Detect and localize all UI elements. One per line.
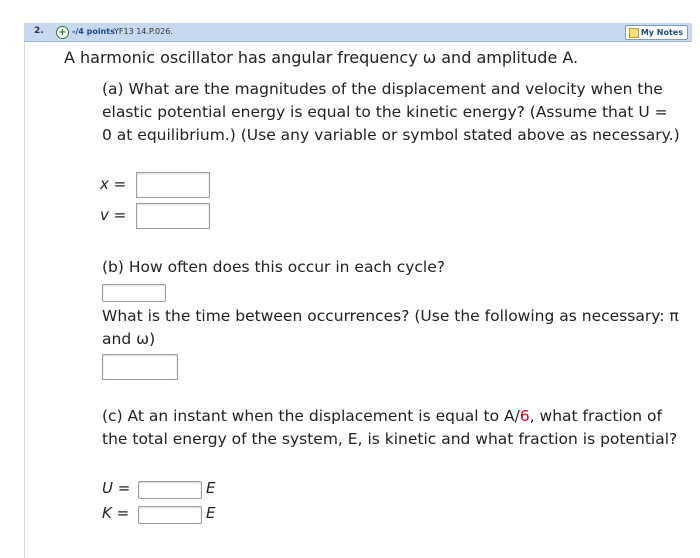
question-code: YF13 14.P.026. [114, 27, 173, 36]
time-between-input[interactable] [102, 354, 178, 380]
part-b-text-2: What is the time between occurrences? (Use the following as necessary: π and ω) [102, 307, 679, 348]
k-unit: E [206, 504, 216, 522]
x-answer-input[interactable] [136, 172, 210, 198]
my-notes-button[interactable] [625, 25, 688, 40]
question-header [24, 23, 692, 42]
u-label: U = [102, 479, 131, 497]
k-answer-input[interactable] [138, 506, 202, 524]
v-answer-input[interactable] [136, 203, 210, 229]
u-answer-input[interactable] [138, 481, 202, 499]
v-label: v = [100, 206, 127, 224]
note-icon [629, 28, 639, 38]
my-notes-label: My Notes [640, 28, 683, 37]
fraction-denominator: 6 [519, 407, 530, 425]
question-number: 2. [34, 26, 44, 36]
x-label: x = [100, 175, 127, 193]
part-c-text [102, 405, 682, 451]
part-c-text-before: (c) At an instant when the displacement is equal to A/ [102, 407, 520, 425]
points-label: -/4 points [72, 27, 115, 36]
part-b-text-1: (b) How often does this occur in each cycle? [102, 258, 446, 276]
expand-plus-icon[interactable]: + [56, 26, 69, 39]
intro-text: A harmonic oscillator has angular frequency ω and amplitude A. [64, 48, 579, 67]
u-unit: E [206, 479, 216, 497]
part-a-text: (a) What are the magnitudes of the displacement and velocity when the elastic potential energy is equal to the kinetic energy? (Assume that U = 0 at equilibrium.) (Use any variable or symbol stated above as necessary.) [102, 80, 680, 144]
k-label: K = [102, 504, 130, 522]
left-border [24, 42, 25, 558]
part-c-text-after: , what fraction of the total energy of the system, E, is kinetic and what fraction is potential? [102, 407, 678, 448]
occurrences-input[interactable] [102, 284, 166, 302]
